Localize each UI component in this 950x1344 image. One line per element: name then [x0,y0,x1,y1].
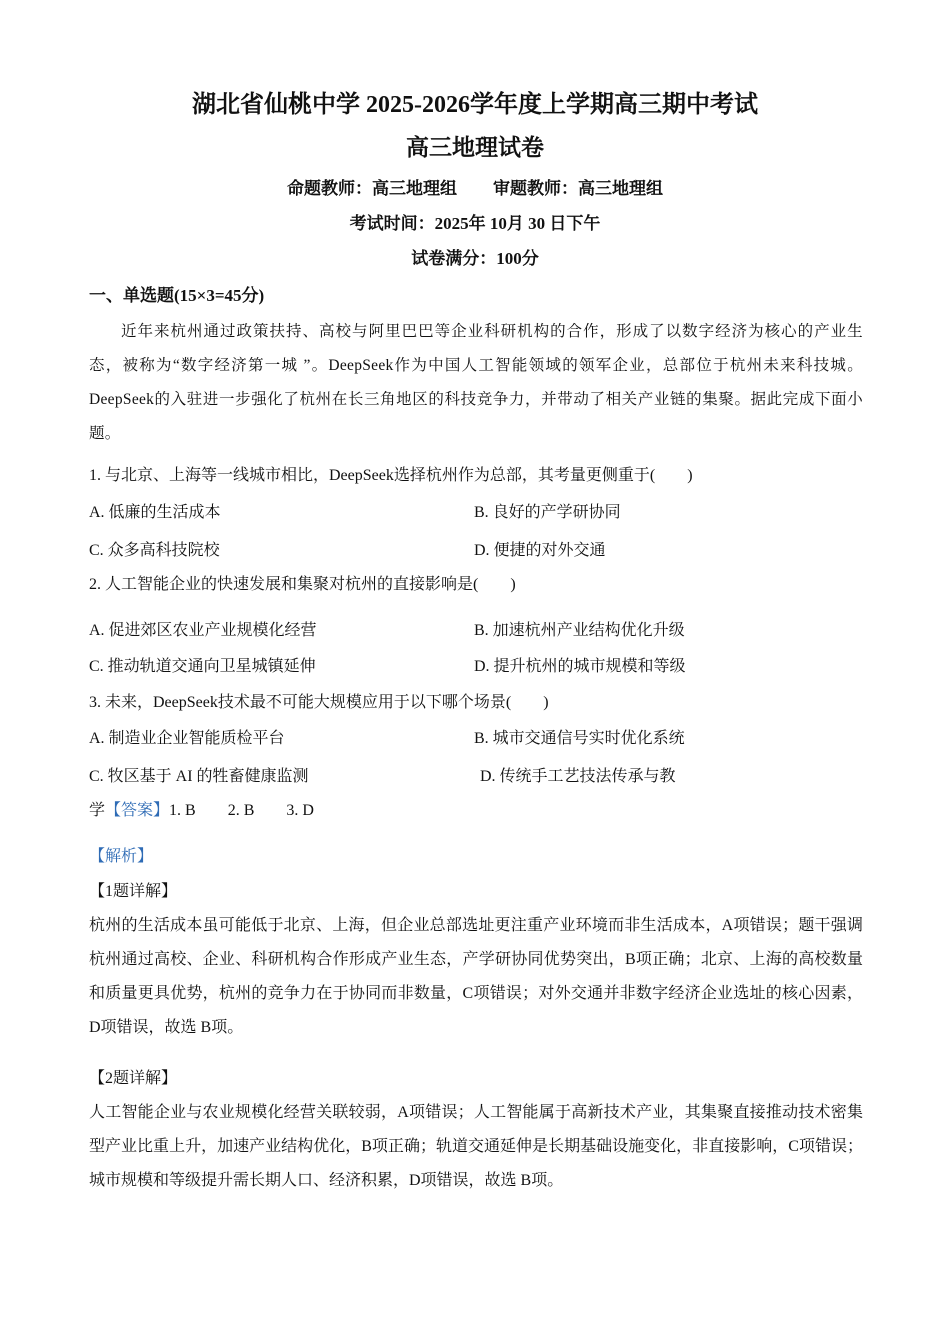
q2-option-b: B. 加速杭州产业结构优化升级 [474,622,685,639]
exam-title: 湖北省仙桃中学 2025-2026学年度上学期高三期中考试 [192,92,758,118]
answer-label: 【答案】 [105,802,170,819]
q3-option-a: A. 制造业企业智能质检平台 [89,730,285,747]
setter-info: 命题教师：高三地理组 [287,179,457,198]
q1-analysis-text: 杭州的生活成本虽可能低于北京、上海，但企业总部选址更注重产业环境而非生活成本，A项错误；题干强调杭州通过高校、企业、科研机构合作形成产业生态，产学研协同优势突出，B项正确；北京、上海的高校数量和质量更具优势，杭州的竞争力在于协同而非数量，C项错误；对外交通并非数字经济企业选址的核心因素，D项错误，故选 B项。 [89,917,863,1036]
full-score: 试卷满分：100分 [411,249,539,268]
q3-option-d: D. 传统手工艺技法传承与教 [480,768,676,785]
teacher-info [0,174,950,199]
section-heading: 一、单选题(15×3=45分) [89,286,265,305]
q1-option-c: C. 众多高科技院校 [89,542,220,559]
answer-values: 1. B 2. B 3. D [169,802,314,819]
exam-time: 考试时间：2025年 10月 30 日下午 [349,214,601,233]
question-3-stem: 3. 未来，DeepSeek技术最不可能大规模应用于以下哪个场景( ) [89,694,549,711]
reviewer-info: 审题教师：高三地理组 [493,179,663,198]
q1-option-a: A. 低廉的生活成本 [89,504,221,521]
q2-option-a: A. 促进郊区农业产业规模化经营 [89,622,317,639]
q1-option-b: B. 良好的产学研协同 [474,504,621,521]
q1-analysis-heading: 【1题详解】 [89,883,178,900]
q1-option-d: D. 便捷的对外交通 [474,542,606,559]
exam-subtitle: 高三地理试卷 [406,135,544,160]
answer-prefix: 学 [89,802,106,819]
q2-option-c: C. 推动轨道交通向卫星城镇延伸 [89,658,316,675]
answer-line [89,797,314,820]
q3-option-c: C. 牧区基于 AI 的牲畜健康监测 [89,768,309,785]
question-1-stem: 1. 与北京、上海等一线城市相比，DeepSeek选择杭州作为总部，其考量更侧重于( ) [89,467,693,484]
reading-passage: 近年来杭州通过政策扶持、高校与阿里巴巴等企业科研机构的合作，形成了以数字经济为核心的产业生态，被称为“数字经济第一城 ”。DeepSeek作为中国人工智能领域的领军企业，总部位于杭州未来科技城。DeepSeek的入驻进一步强化了杭州在长三角地区的科技竞争力，并带动了相关产业链的集聚。据此完成下面小题。 [89,323,863,442]
q2-analysis-heading: 【2题详解】 [89,1070,178,1087]
q2-analysis-text: 人工智能企业与农业规模化经营关联较弱，A项错误；人工智能属于高新技术产业，其集聚直接推动技术密集型产业比重上升，加速产业结构优化，B项正确；轨道交通延伸是长期基础设施变化，非直接影响，C项错误；城市规模和等级提升需长期人口、经济积累，D项错误，故选 B项。 [89,1104,863,1189]
q3-option-b: B. 城市交通信号实时优化系统 [474,730,685,747]
q2-option-d: D. 提升杭州的城市规模和等级 [474,658,686,675]
analysis-label: 【解析】 [89,848,154,865]
question-2-stem: 2. 人工智能企业的快速发展和集聚对杭州的直接影响是( ) [89,576,516,593]
